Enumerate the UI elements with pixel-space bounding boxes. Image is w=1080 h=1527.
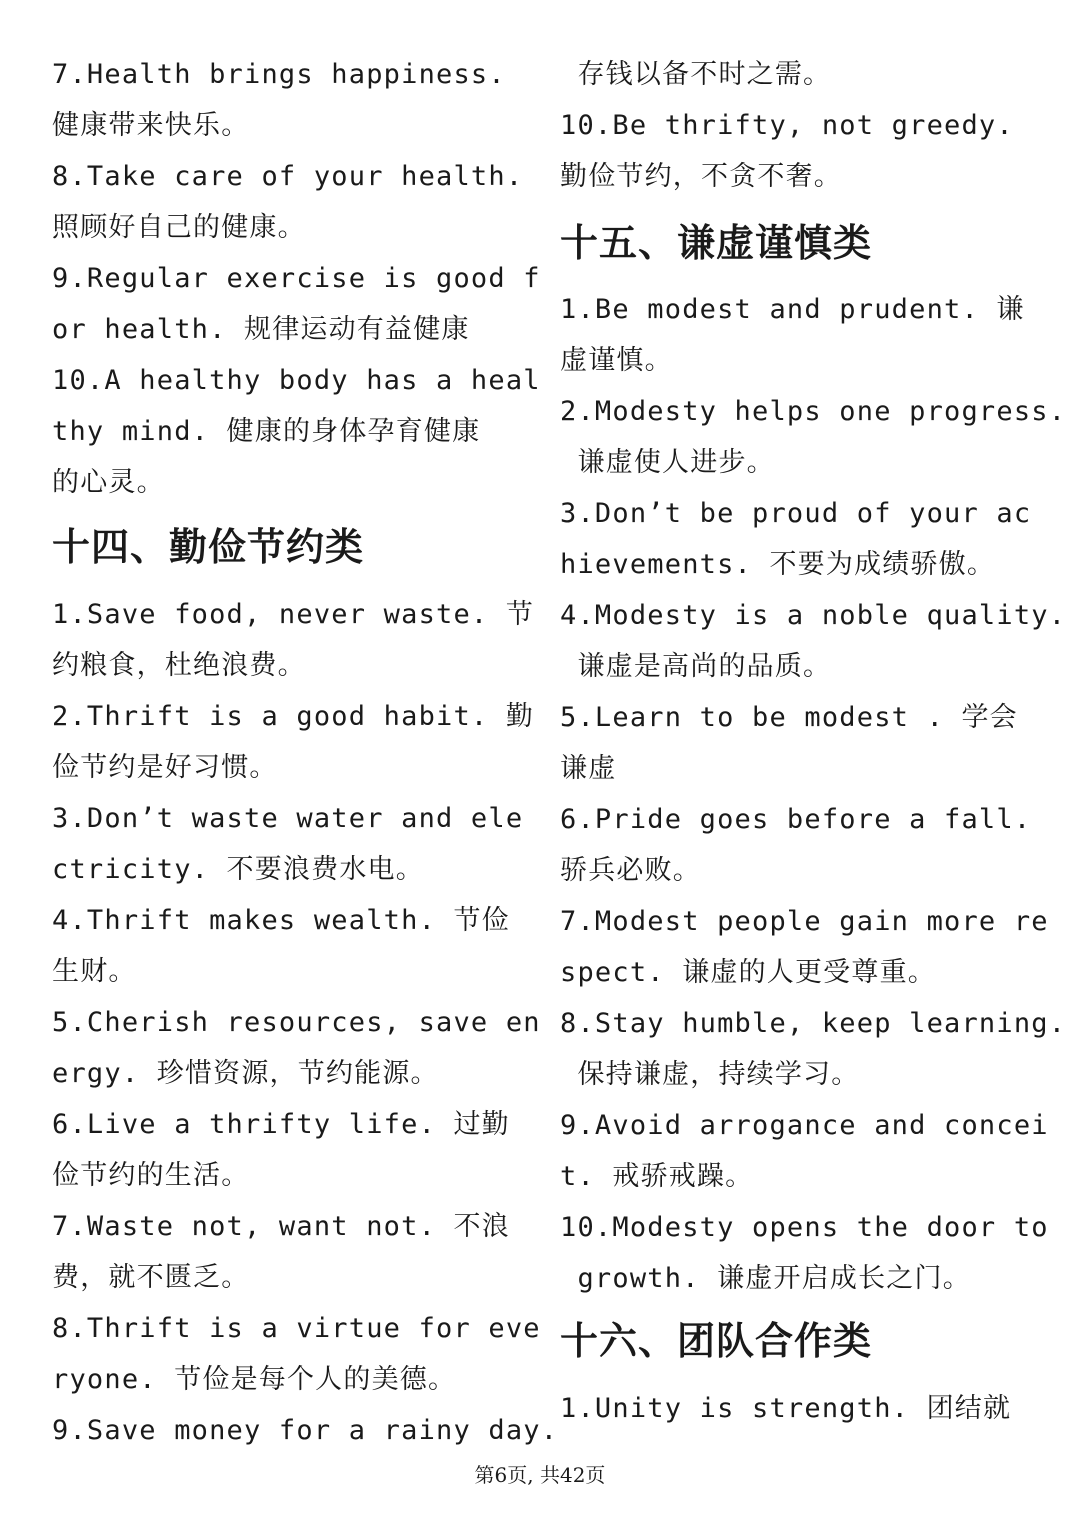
- text-line: 8.Take care of your health.: [52, 161, 524, 192]
- section-heading: 十五、谦虚谨慎类: [560, 221, 873, 265]
- text-line: 4.Modesty is a noble quality.: [560, 600, 1067, 631]
- text-line: 费，就不匮乏。: [52, 1262, 250, 1293]
- text-line: 虚谨慎。: [560, 345, 673, 376]
- text-line: hievements. 不要为成绩骄傲。: [560, 549, 996, 580]
- text-line: 生财。: [52, 956, 137, 987]
- text-line: spect. 谦虚的人更受尊重。: [560, 957, 936, 988]
- text-line: thy mind. 健康的身体孕育健康: [52, 416, 481, 447]
- text-line: 10.Modesty opens the door to: [560, 1212, 1049, 1243]
- text-line: 保持谦虚，持续学习。: [560, 1059, 860, 1090]
- section-heading: 十六、团队合作类: [560, 1319, 873, 1363]
- text-line: 8.Stay humble, keep learning.: [560, 1008, 1067, 1039]
- text-line: 健康带来快乐。: [52, 110, 250, 141]
- text-line: 骄兵必败。: [560, 855, 701, 886]
- text-line: growth. 谦虚开启成长之门。: [560, 1263, 971, 1294]
- text-line: 3.Don’t be proud of your ac: [560, 498, 1032, 529]
- text-line: 9.Regular exercise is good f: [52, 263, 541, 294]
- text-line: 8.Thrift is a virtue for eve: [52, 1313, 541, 1344]
- text-line: 存钱以备不时之需。: [560, 59, 832, 90]
- text-line: or health. 规律运动有益健康: [52, 314, 470, 345]
- text-line: 勤俭节约，不贪不奢。: [560, 161, 842, 192]
- text-line: 1.Save food, never waste. 节: [52, 599, 535, 630]
- text-line: t. 戒骄戒躁。: [560, 1161, 754, 1192]
- text-line: 2.Modesty helps one progress.: [560, 396, 1067, 427]
- text-line: 谦虚: [560, 753, 617, 784]
- text-line: 5.Learn to be modest . 学会: [560, 702, 1018, 733]
- text-line: 9.Avoid arrogance and concei: [560, 1110, 1049, 1141]
- text-line: 俭节约是好习惯。: [52, 752, 278, 783]
- text-line: 7.Waste not, want not. 不浪: [52, 1211, 510, 1242]
- text-line: 1.Be modest and prudent. 谦: [560, 294, 1025, 325]
- text-line: 7.Health brings happiness.: [52, 59, 506, 90]
- text-line: 6.Live a thrifty life. 过勤: [52, 1109, 510, 1140]
- text-line: ergy. 珍惜资源，节约能源。: [52, 1058, 439, 1089]
- text-line: 2.Thrift is a good habit. 勤: [52, 701, 535, 732]
- text-line: 谦虚使人进步。: [560, 447, 775, 478]
- text-line: 谦虚是高尚的品质。: [560, 651, 832, 682]
- text-line: 约粮食，杜绝浪费。: [52, 650, 306, 681]
- text-line: 3.Don’t waste water and ele: [52, 803, 524, 834]
- page-number: 第6页, 共42页: [474, 1463, 606, 1487]
- text-line: 7.Modest people gain more re: [560, 906, 1049, 937]
- text-line: 10.A healthy body has a heal: [52, 365, 541, 396]
- text-line: 的心灵。: [52, 467, 165, 498]
- text-line: 1.Unity is strength. 团结就: [560, 1393, 1012, 1424]
- text-line: 10.Be thrifty, not greedy.: [560, 110, 1014, 141]
- text-line: ryone. 节俭是每个人的美德。: [52, 1364, 457, 1395]
- text-line: 4.Thrift makes wealth. 节俭: [52, 905, 510, 936]
- text-line: ctricity. 不要浪费水电。: [52, 854, 424, 885]
- text-line: 6.Pride goes before a fall.: [560, 804, 1032, 835]
- text-line: 俭节约的生活。: [52, 1160, 250, 1191]
- text-line: 5.Cherish resources, save en: [52, 1007, 541, 1038]
- text-line: 9.Save money for a rainy day.: [52, 1415, 559, 1446]
- text-line: 照顾好自己的健康。: [52, 212, 306, 243]
- section-heading: 十四、勤俭节约类: [52, 525, 365, 569]
